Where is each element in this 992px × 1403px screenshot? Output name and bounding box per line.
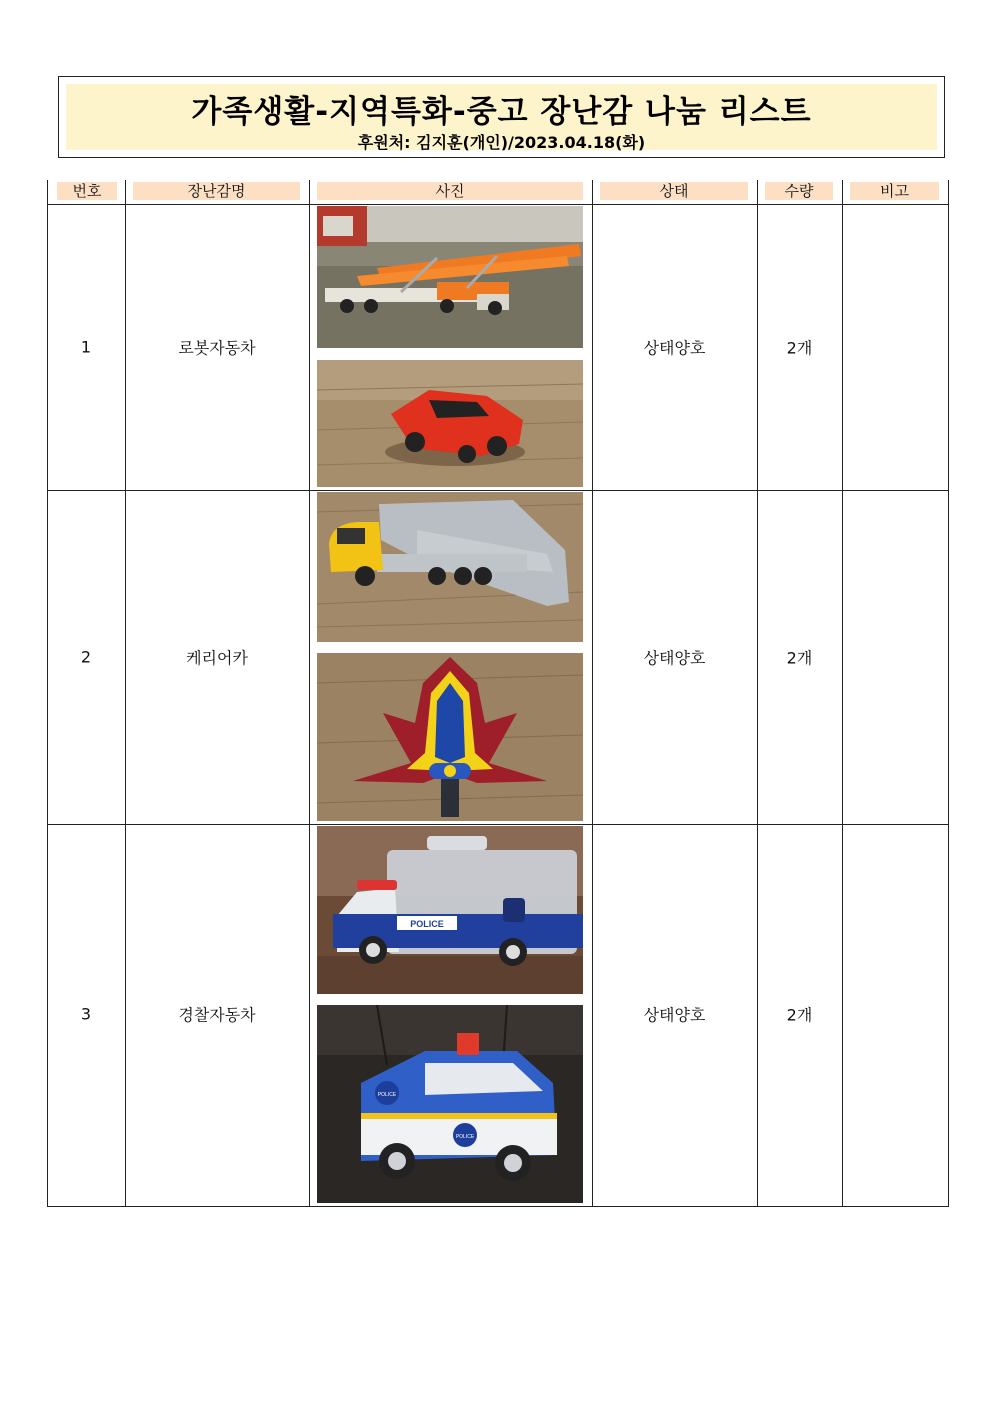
police-truck-case-photo-icon [317,826,583,994]
title-box [58,76,945,158]
header-photo: 사진 [317,182,583,200]
row-2-number: 2 [80,647,92,667]
table-rule [309,180,310,1207]
document-title: 가족생활-지역특화-중고 장난감 나눔 리스트 [191,94,812,130]
police-label: POLICE [410,919,444,929]
row-2-name: 케리어카 [186,648,248,668]
table-rule [47,490,949,491]
table-rule [47,204,949,205]
row-2-quantity: 2개 [786,648,813,668]
row-1-status: 상태양호 [643,338,706,358]
document-subtitle: 후원처: 김지훈(개인)/2023.04.18(화) [357,133,646,152]
table-rule [47,180,48,1207]
header-toy-name: 장난감명 [133,182,300,200]
row-2-status: 상태양호 [643,648,706,668]
row-1-quantity: 2개 [786,338,813,358]
row-3-name: 경찰자동차 [178,1005,256,1025]
row-1-name: 로봇자동차 [178,338,256,358]
row-3-status: 상태양호 [643,1005,706,1025]
table-rule [125,180,126,1207]
orange-car-carrier-photo-icon [317,206,583,348]
title-banner [66,84,937,150]
header-status: 상태 [600,182,748,200]
police-label: POLICE [377,1092,397,1098]
toy-list-table [47,180,949,1207]
row-1-number: 1 [80,337,92,357]
police-suv-photo-icon [317,1005,583,1203]
table-rule [47,1206,949,1207]
police-label: POLICE [455,1134,475,1140]
row-3-number: 3 [80,1004,92,1024]
table-rule [948,180,949,1207]
yellow-carrier-truck-photo-icon [317,492,583,642]
header-note: 비고 [850,182,939,200]
table-rule [842,180,843,1207]
row-3-quantity: 2개 [786,1005,813,1025]
red-sports-car-photo-icon [317,360,583,487]
header-number: 번호 [57,182,117,200]
table-rule [47,824,949,825]
header-quantity: 수량 [765,182,833,200]
table-rule [757,180,758,1207]
toy-sword-photo-icon [317,653,583,821]
table-rule [592,180,593,1207]
